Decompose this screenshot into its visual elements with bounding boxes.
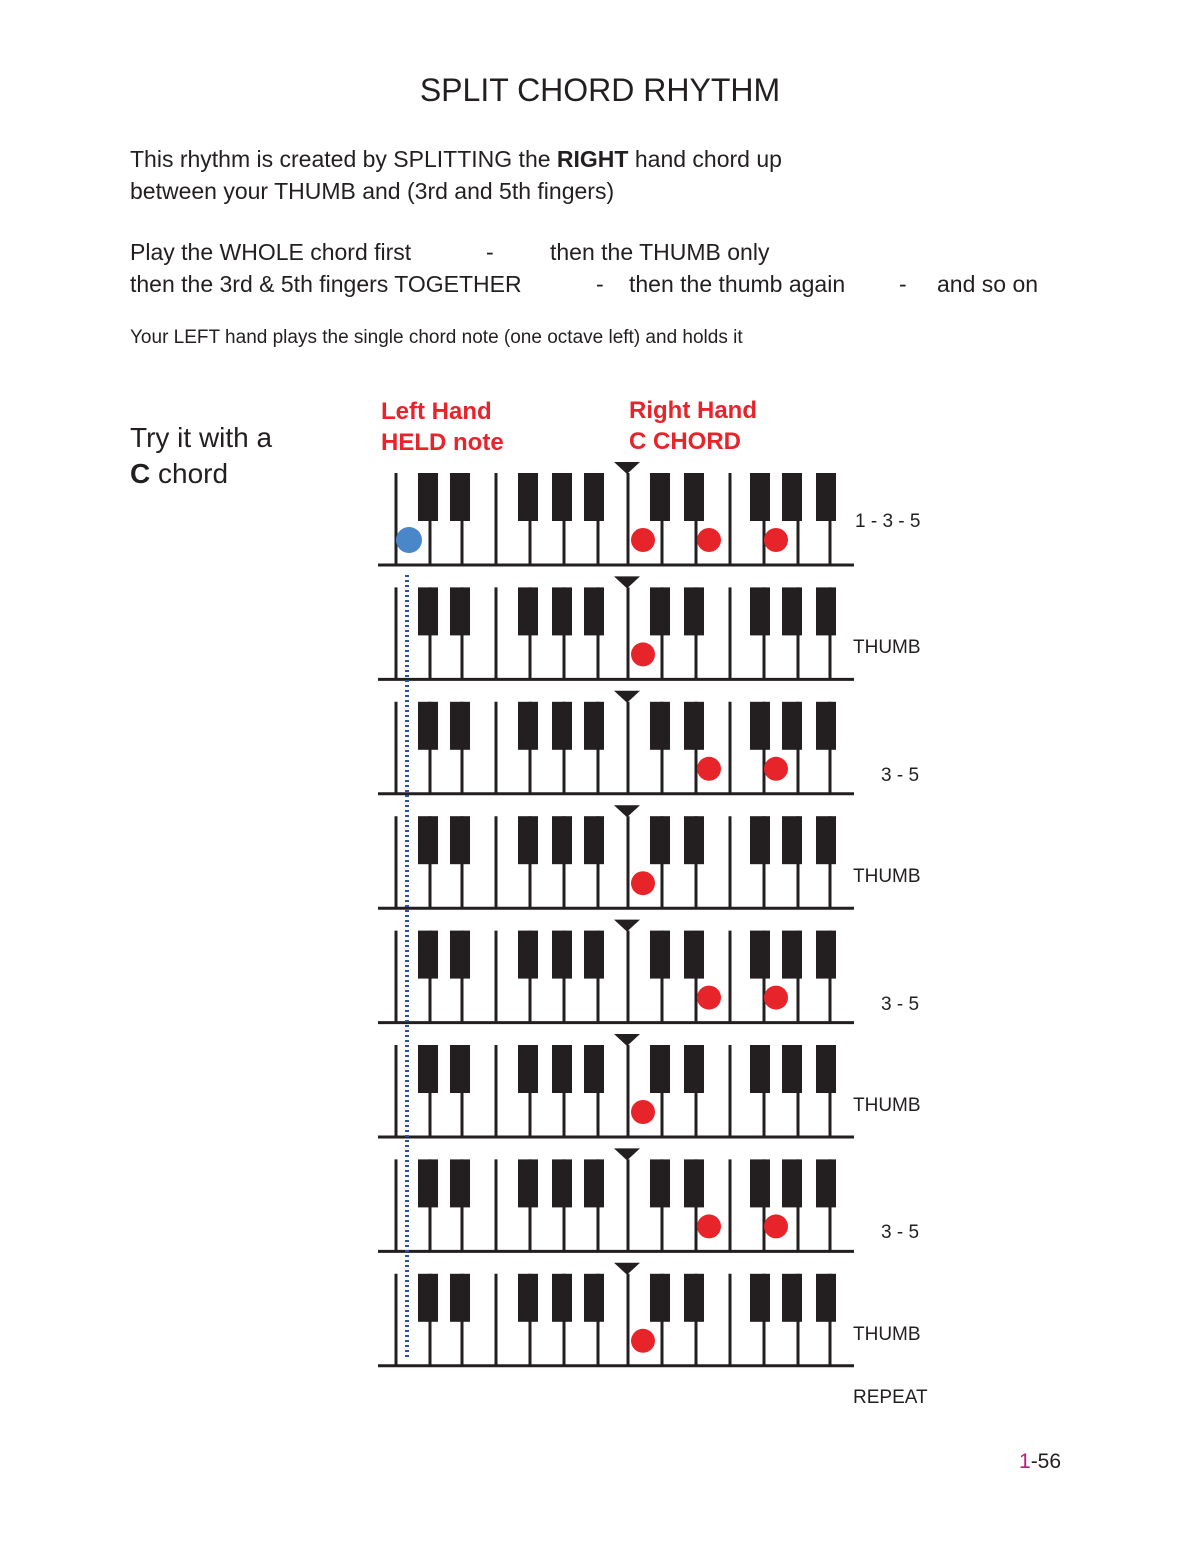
black-key — [584, 587, 604, 635]
black-key — [782, 1045, 802, 1093]
black-key — [518, 1045, 538, 1093]
black-key — [552, 1045, 572, 1093]
black-key — [750, 587, 770, 635]
black-key — [552, 473, 572, 521]
black-key — [782, 702, 802, 750]
played-note-thumb — [631, 1100, 655, 1124]
black-key — [684, 1045, 704, 1093]
row-label: 3 - 5 — [881, 764, 920, 786]
black-key — [684, 931, 704, 979]
black-key — [782, 1274, 802, 1322]
black-key — [518, 931, 538, 979]
black-key — [650, 702, 670, 750]
page-number: 1-56 — [1019, 1450, 1062, 1473]
black-key — [418, 1045, 438, 1093]
black-key — [750, 931, 770, 979]
played-note-3rd — [697, 1214, 721, 1238]
black-key — [418, 587, 438, 635]
played-note-5th — [764, 528, 788, 552]
middle-c-marker — [614, 805, 640, 817]
played-note-3rd — [697, 757, 721, 781]
intro-line-1: This rhythm is created by SPLITTING the RIGHT hand chord up — [130, 146, 782, 172]
black-key — [518, 816, 538, 864]
black-key — [418, 816, 438, 864]
played-note-3rd — [697, 528, 721, 552]
black-key — [650, 473, 670, 521]
black-key — [584, 931, 604, 979]
played-note-5th — [764, 986, 788, 1010]
black-key — [782, 816, 802, 864]
black-key — [816, 1274, 836, 1322]
black-key — [418, 1274, 438, 1322]
row-label: THUMB — [853, 1323, 921, 1345]
black-key — [418, 1159, 438, 1207]
black-key — [782, 473, 802, 521]
middle-c-marker — [614, 462, 640, 474]
page-title: SPLIT CHORD RHYTHM — [419, 72, 781, 108]
black-key — [584, 1045, 604, 1093]
black-key — [650, 1274, 670, 1322]
black-key — [684, 473, 704, 521]
black-key — [650, 587, 670, 635]
played-note-thumb — [631, 871, 655, 895]
black-key — [650, 1159, 670, 1207]
row-label: THUMB — [853, 866, 921, 888]
black-key — [782, 931, 802, 979]
black-key — [552, 816, 572, 864]
black-key — [816, 931, 836, 979]
row-label: 3 - 5 — [881, 1222, 920, 1244]
black-key — [684, 1159, 704, 1207]
played-note-5th — [764, 757, 788, 781]
black-key — [584, 1159, 604, 1207]
black-key — [450, 1159, 470, 1207]
black-key — [750, 816, 770, 864]
played-note-thumb — [631, 1329, 655, 1353]
row-label: THUMB — [853, 1095, 921, 1116]
black-key — [552, 1159, 572, 1207]
black-key — [816, 1045, 836, 1093]
black-key — [816, 473, 836, 521]
black-key — [418, 931, 438, 979]
black-key — [584, 1274, 604, 1322]
black-key — [650, 816, 670, 864]
played-note-thumb — [631, 528, 655, 552]
middle-c-marker — [614, 1034, 640, 1046]
black-key — [518, 1274, 538, 1322]
black-key — [552, 587, 572, 635]
played-note-3rd — [697, 986, 721, 1010]
black-key — [584, 473, 604, 521]
black-key — [450, 702, 470, 750]
black-key — [750, 702, 770, 750]
black-key — [684, 1274, 704, 1322]
middle-c-marker — [614, 691, 640, 703]
black-key — [782, 1159, 802, 1207]
played-note-5th — [764, 1214, 788, 1238]
black-key — [750, 1159, 770, 1207]
black-key — [418, 473, 438, 521]
black-key — [418, 702, 438, 750]
middle-c-marker — [614, 1148, 640, 1160]
black-key — [450, 1274, 470, 1322]
black-key — [684, 587, 704, 635]
left-hand-instruction: Your LEFT hand plays the single chord note (one octave left) and holds it — [130, 327, 743, 348]
black-key — [450, 816, 470, 864]
black-key — [684, 702, 704, 750]
black-key — [552, 1274, 572, 1322]
middle-c-marker — [614, 920, 640, 932]
black-key — [552, 702, 572, 750]
middle-c-marker — [614, 1263, 640, 1275]
black-key — [750, 1045, 770, 1093]
middle-c-marker — [614, 576, 640, 588]
black-key — [518, 473, 538, 521]
try-chord-caption: Try it with a C chord — [130, 422, 273, 489]
black-key — [816, 702, 836, 750]
black-key — [450, 473, 470, 521]
black-key — [518, 702, 538, 750]
black-key — [782, 587, 802, 635]
repeat-label: REPEAT — [853, 1387, 928, 1408]
black-key — [450, 931, 470, 979]
black-key — [450, 1045, 470, 1093]
black-key — [750, 473, 770, 521]
row-label: 1 - 3 - 5 — [855, 511, 921, 532]
black-key — [518, 1159, 538, 1207]
intro-line-2: between your THUMB and (3rd and 5th fingers) — [130, 178, 615, 204]
black-key — [750, 1274, 770, 1322]
black-key — [816, 1159, 836, 1207]
played-note-thumb — [631, 642, 655, 666]
left-hand-label: Left Hand HELD note — [381, 398, 504, 456]
black-key — [650, 1045, 670, 1093]
black-key — [584, 702, 604, 750]
black-key — [450, 587, 470, 635]
black-key — [650, 931, 670, 979]
black-key — [584, 816, 604, 864]
held-note — [396, 527, 422, 553]
right-hand-label: Right Hand C CHORD — [629, 397, 757, 455]
black-key — [816, 587, 836, 635]
row-label: 3 - 5 — [881, 993, 920, 1015]
black-key — [518, 587, 538, 635]
black-key — [552, 931, 572, 979]
row-label: THUMB — [853, 637, 921, 659]
black-key — [816, 816, 836, 864]
black-key — [684, 816, 704, 864]
